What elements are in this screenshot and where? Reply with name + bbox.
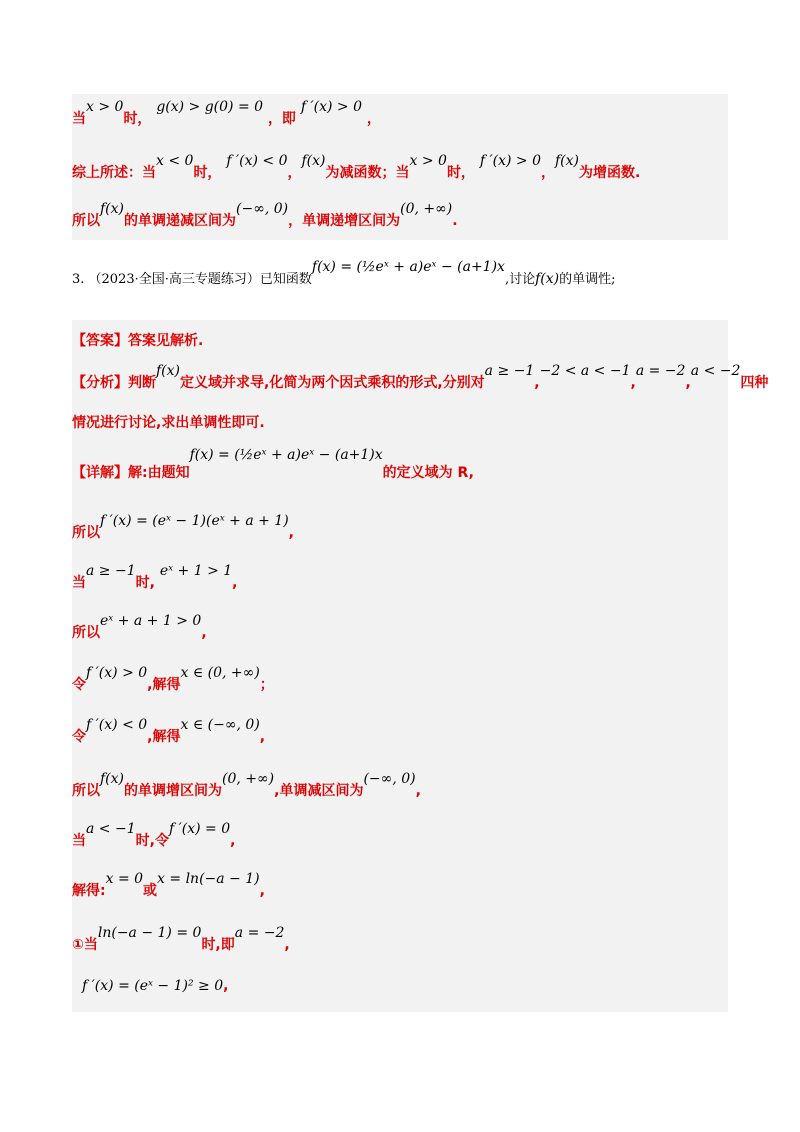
text: ①当 <box>72 937 98 953</box>
solution-line <box>72 201 458 230</box>
formula: x = 0 <box>105 871 144 887</box>
formula: f ′(x) = (eˣ − 1)² ≥ 0 <box>82 978 224 994</box>
formula: a ≥ −1 <box>484 363 535 379</box>
text: 的单调增区间为 <box>124 783 223 799</box>
formula: f(x) <box>301 153 326 169</box>
text: ， <box>540 165 555 181</box>
text: ， <box>366 111 381 127</box>
text: 解得: <box>72 883 106 899</box>
text: ,解得 <box>147 677 181 693</box>
text: 所以 <box>72 783 100 799</box>
text: 【详解】解:由题知 <box>72 465 190 481</box>
text: 的定义域为 R, <box>382 465 474 481</box>
detail-line <box>72 771 421 800</box>
detail-line <box>72 821 236 850</box>
formula: x < 0 <box>156 153 194 169</box>
text: 当 <box>72 111 86 127</box>
text: 为减函数；当 <box>325 165 410 181</box>
formula: f(x) = (½eˣ + a)eˣ − (a+1)x <box>311 259 505 275</box>
formula: (−∞, 0) <box>363 771 416 787</box>
text: 时， <box>123 111 152 127</box>
formula: f ′(x) < 0 <box>86 717 148 733</box>
solution-line <box>72 99 381 128</box>
detail-line <box>72 925 290 954</box>
formula: a = −2 <box>635 363 686 379</box>
formula: x > 0 <box>86 99 124 115</box>
text: 时,即 <box>201 937 235 953</box>
text: 时， <box>446 165 475 181</box>
answer-line <box>72 330 203 350</box>
text: , <box>415 783 421 799</box>
formula: f(x) <box>535 271 560 287</box>
text: 综上所述：当 <box>72 165 156 181</box>
formula: f(x) <box>100 201 125 217</box>
formula: f ′(x) > 0 <box>479 153 541 169</box>
formula: f(x) <box>554 153 579 169</box>
question-3 <box>72 259 616 287</box>
formula: a < −2 <box>690 363 741 379</box>
text: ,解得 <box>147 729 181 745</box>
formula: (0, +∞) <box>400 201 453 217</box>
text: , <box>630 375 636 391</box>
formula: g(x) > g(0) = 0 <box>156 99 264 115</box>
text: ,单调减区间为 <box>274 783 364 799</box>
detail-line <box>72 665 274 694</box>
detail-line <box>82 978 228 994</box>
formula: (−∞, 0) <box>236 201 289 217</box>
text: 所以 <box>72 625 100 641</box>
formula: f ′(x) > 0 <box>300 99 362 115</box>
formula: f(x) <box>100 771 125 787</box>
text: , <box>230 833 236 849</box>
solution-panel-part1 <box>72 94 728 240</box>
analysis-line <box>72 363 769 392</box>
formula: a < −1 <box>86 821 136 837</box>
text: , <box>534 375 540 391</box>
text: 【答案】答案见解析. <box>72 333 204 349</box>
formula: ln(−a − 1) = 0 <box>97 925 202 941</box>
text: 所以 <box>72 213 100 229</box>
detail-line <box>72 613 207 642</box>
text: 时， <box>193 165 222 181</box>
question-text: 3. （2023·全国·高三专题练习）已知函数 <box>72 272 312 287</box>
formula: x = ln(−a − 1) <box>157 871 260 887</box>
text: 为增函数. <box>579 165 641 181</box>
detail-line <box>72 447 474 482</box>
text: , <box>223 978 229 994</box>
formula: f(x) <box>156 363 181 379</box>
detail-line <box>72 513 294 542</box>
text: ，即 <box>267 111 296 127</box>
formula: f(x) = (½eˣ + a)eˣ − (a+1)x <box>189 447 383 463</box>
formula: eˣ + 1 > 1 <box>159 563 233 579</box>
formula: a = −2 <box>234 925 285 941</box>
formula: −2 < a < −1 <box>539 363 631 379</box>
text: 令 <box>72 677 86 693</box>
formula: x ∈ (−∞, 0) <box>180 717 260 733</box>
solution-panel-part2 <box>72 320 769 1012</box>
text: 时, <box>135 575 155 591</box>
analysis-line <box>72 412 265 432</box>
formula: eˣ + a + 1 > 0 <box>100 613 202 629</box>
text: 情况进行讨论,求出单调性即可. <box>72 415 265 431</box>
question-text: 的单调性; <box>559 272 616 287</box>
formula: x ∈ (0, +∞) <box>180 665 260 681</box>
text: , <box>259 883 265 899</box>
question-text: ,讨论 <box>504 272 536 287</box>
text: , <box>284 937 290 953</box>
formula: x > 0 <box>409 153 447 169</box>
text: , <box>232 575 238 591</box>
text: 当 <box>72 833 86 849</box>
text: , <box>288 525 294 541</box>
formula: f ′(x) < 0 <box>226 153 288 169</box>
text: 定义域并求导,化简为两个因式乘积的形式,分别对 <box>180 375 485 391</box>
text: 所以 <box>72 525 100 541</box>
formula: (0, +∞) <box>222 771 275 787</box>
text: 四种 <box>740 375 769 391</box>
text: 的单调递减区间为 <box>124 213 237 229</box>
formula: f ′(x) = (eˣ − 1)(eˣ + a + 1) <box>100 513 289 529</box>
solution-line <box>72 153 641 182</box>
formula: a ≥ −1 <box>86 563 136 579</box>
text: 【分析】判断 <box>72 375 156 391</box>
detail-line <box>72 563 238 592</box>
detail-line <box>72 871 265 900</box>
text: 当 <box>72 575 86 591</box>
text: , <box>259 729 266 745</box>
text: 或 <box>143 883 158 899</box>
formula: f ′(x) = 0 <box>168 821 231 837</box>
formula: f ′(x) > 0 <box>86 665 148 681</box>
text: ； <box>259 677 274 693</box>
text: ，单调递增区间为 <box>288 213 401 229</box>
text: 时,令 <box>135 833 169 849</box>
detail-line <box>72 717 266 746</box>
text: , <box>201 625 207 641</box>
text: ， <box>287 165 302 181</box>
text: . <box>452 213 458 229</box>
text: 令 <box>72 729 86 745</box>
text: , <box>685 375 691 391</box>
